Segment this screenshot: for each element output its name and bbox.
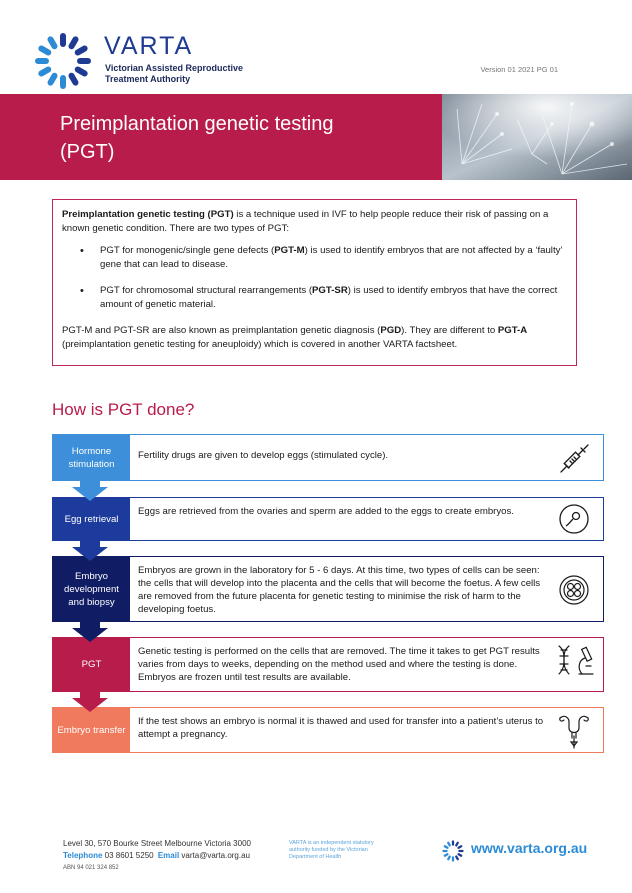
footer-contact <box>63 838 251 874</box>
pgt-a-term: PGT-A <box>497 325 528 336</box>
pgt-m-term: PGT-M <box>274 245 305 256</box>
statutory-line: Department of Health <box>289 854 342 860</box>
list-item <box>62 244 567 272</box>
intro-box <box>52 199 577 366</box>
dna-microscope-icon <box>555 644 595 678</box>
footer-phone-email <box>63 850 251 862</box>
intro-text: ). They are different to <box>401 325 498 336</box>
telephone-value[interactable]: 03 8601 5250 <box>104 851 154 860</box>
bullet-text: ) is used to identify embryos that are not affected by a ‘faulty’ gene that can lead to disease. <box>100 245 563 270</box>
arrow-down-icon <box>72 690 108 712</box>
uterus-icon <box>557 712 591 750</box>
section-title: How is PGT done? <box>52 400 195 419</box>
dandelion-photo <box>442 94 632 180</box>
logo-name: VARTA <box>104 32 194 60</box>
bullet-text: PGT for chromosomal structural rearrangements ( <box>100 285 313 296</box>
pgt-sr-term: PGT-SR <box>312 285 348 296</box>
footer <box>0 828 632 888</box>
version-label: Version 01 2021 PG 01 <box>480 65 558 74</box>
step-description: Fertility drugs are given to develop eggs (stimulated cycle). <box>138 450 389 461</box>
statutory-line: authority funded by the Victorian <box>289 847 368 853</box>
bullet-text: PGT for monogenic/single gene defects ( <box>100 245 275 256</box>
title-banner <box>0 94 632 180</box>
syringe-icon <box>557 442 591 476</box>
page-title-line1: Preimplantation genetic testing <box>60 113 334 135</box>
step-label: Embryo transfer <box>53 708 130 752</box>
bullet-text: ) is used to identify embryos that have the correct amount of genetic material. <box>100 285 558 310</box>
intro-text: is a technique used in IVF to help people reduce their risk of passing on a known genetic condition. There are two types of PGT: <box>62 209 549 234</box>
step-egg-retrieval <box>52 497 604 541</box>
egg-sperm-icon <box>557 502 591 536</box>
step-pgt <box>52 637 604 692</box>
page-title-line2: (PGT) <box>60 141 115 163</box>
step-description: Embryos are grown in the laboratory for 5 - 6 days. At this time, two types of cells can be seen: the cells that will develop into the placenta and the cells that will become the foetus. A few cells are removed from the future placenta for genetic testing to minimise the risk of harm to the developing foetus. <box>138 565 541 615</box>
step-embryo-development <box>52 556 604 622</box>
varta-logo <box>34 30 274 90</box>
intro-text: (preimplantation genetic testing for aneuploidy) which is covered in another VARTA factsheet. <box>62 339 458 350</box>
step-label: Hormone stimulation <box>53 435 130 480</box>
pgt-term: Preimplantation genetic testing (PGT) <box>62 209 234 220</box>
logo-subtitle-line1: Victorian Assisted Reproductive <box>105 63 244 73</box>
varta-small-logo-icon <box>442 840 464 862</box>
statutory-note <box>289 840 374 861</box>
step-hormone-stimulation <box>52 434 604 481</box>
arrow-down-icon <box>72 479 108 501</box>
pgd-term: PGD <box>380 325 402 336</box>
telephone-label: Telephone <box>63 851 103 860</box>
step-description: Eggs are retrieved from the ovaries and sperm are added to the eggs to create embryos. <box>138 506 514 517</box>
step-label: Egg retrieval <box>53 498 130 540</box>
page-title <box>60 110 334 166</box>
step-embryo-transfer <box>52 707 604 753</box>
step-label: Embryo development and biopsy <box>53 557 130 621</box>
list-item <box>62 284 567 312</box>
step-label: PGT <box>53 638 130 691</box>
email-label: Email <box>157 851 180 860</box>
footer-abn: ABN 94 021 324 852 <box>63 865 119 871</box>
step-description: Genetic testing is performed on the cells that are removed. The time it takes to get PGT results varies from days to weeks, depending on the method used and where the testing is done. Embryos are frozen until test results are available. <box>138 646 540 683</box>
pgt-types-list <box>62 244 567 312</box>
footer-address: Level 30, 570 Bourke Street Melbourne Victoria 3000 <box>63 839 251 848</box>
intro-paragraph-2 <box>62 324 567 352</box>
varta-logo-mark-icon <box>34 32 92 90</box>
step-description: If the test shows an embryo is normal it is thawed and used for transfer into a patient’s uterus to attempt a pregnancy. <box>138 716 544 740</box>
website-link[interactable]: www.varta.org.au <box>471 840 588 856</box>
statutory-line: VARTA is an independent statutory <box>289 840 374 846</box>
intro-text: PGT-M and PGT-SR are also known as preimplantation genetic diagnosis ( <box>62 325 381 336</box>
arrow-down-icon <box>72 620 108 642</box>
embryo-icon <box>557 573 591 607</box>
email-link[interactable]: varta@varta.org.au <box>181 851 251 860</box>
logo-subtitle <box>105 63 243 85</box>
logo-subtitle-line2: Treatment Authority <box>105 74 191 84</box>
arrow-down-icon <box>72 539 108 561</box>
intro-paragraph-1 <box>62 208 567 236</box>
